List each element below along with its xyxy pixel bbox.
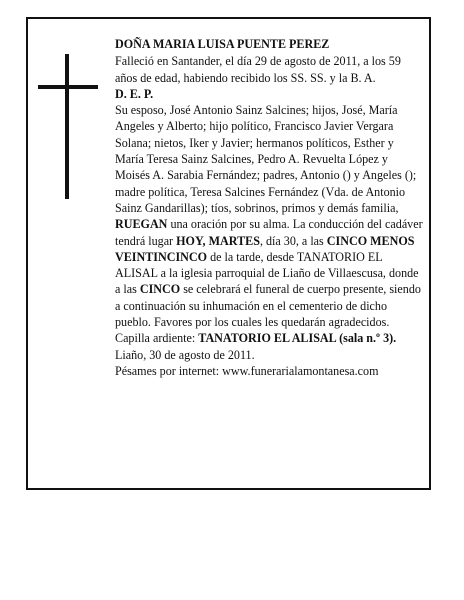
- cross-icon: [38, 54, 98, 199]
- funeral-text: se celebrará el funeral de cuerpo presente, siendo a continuación su inhumación en el cementerio de dicho pueblo. Favores por los cuales les quedarán agradecidos. Capilla ardiente:: [115, 282, 421, 346]
- service-time: CINCO MENOS VEINTINCINCO: [115, 233, 415, 264]
- service-day: HOY, MARTES: [176, 233, 260, 248]
- chapel-location: TANATORIO EL ALISAL (sala n.º 3).: [198, 331, 397, 346]
- ruegan-label: RUEGAN: [115, 217, 168, 232]
- deceased-name: DOÑA MARIA LUISA PUENTE PEREZ: [115, 37, 330, 51]
- service-day-text: , día 30, a las: [259, 233, 327, 248]
- family-list: [115, 102, 425, 346]
- service-route-text: de la tarde, desde TANATORIO EL ALISAL a la iglesia parroquial de Liaño de Villaescusa, donde a las: [115, 249, 419, 297]
- dep-heading: D. E. P.: [115, 86, 154, 101]
- place-date: Liaño, 30 de agosto de 2011.: [115, 347, 255, 362]
- death-announcement: Falleció en Santander, el día 29 de agosto de 2011, a los 59 años de edad, habiendo recibido los SS. SS. y la B. A.: [115, 54, 401, 85]
- cross-vertical-bar: [65, 54, 69, 199]
- cross-horizontal-bar: [38, 85, 98, 89]
- funeral-time: CINCO: [139, 282, 181, 297]
- ruegan-text: una oración por su alma. La conducción del cadáver tendrá lugar: [115, 217, 423, 248]
- obituary-text: [115, 36, 425, 379]
- condolences-line: Pésames por internet: www.funerarialamontanesa.com: [115, 363, 379, 378]
- family-text: Su esposo, José Antonio Sainz Salcines; hijos, José, María Angeles y Alberto; hijo político, Francisco Javier Vergara Solana; nietos, Iker y Javier; hermanos políticos, Esther y María Teresa Sainz Salcines, Pedro A. Revuelta López y Moisés A. Sarabia Fernández; padres, Antonio () y Angeles (); madre política, Teresa Salcines Fernández (Vda. de Antonio Sainz Gandarillas); tíos, sobrinos, primos y demás familia,: [115, 103, 417, 215]
